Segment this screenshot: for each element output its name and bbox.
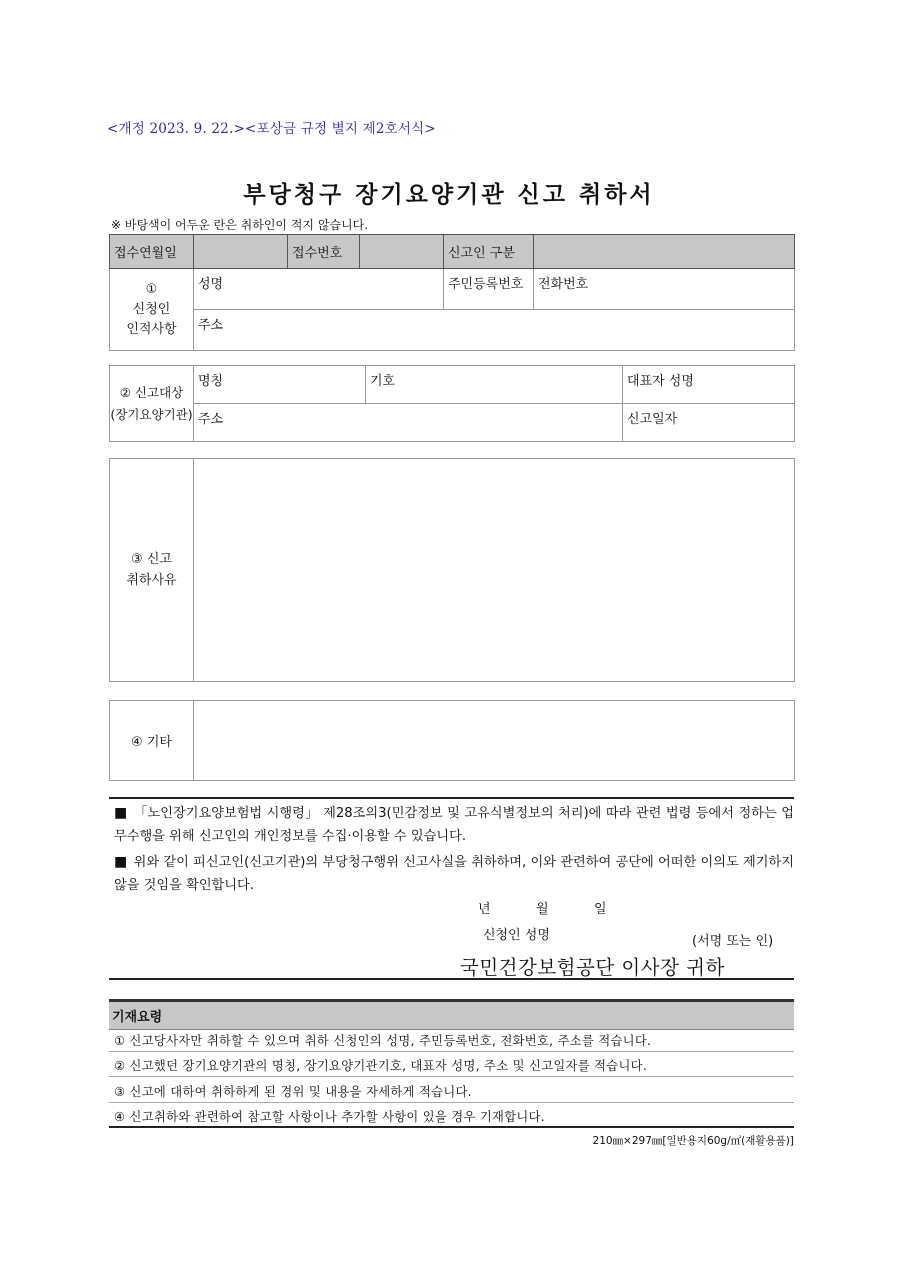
report-target-table — [109, 365, 795, 442]
target-section-title-2: (장기요양기관) — [110, 406, 193, 422]
signer-name-label: 신청인 성명 — [483, 928, 550, 943]
other-field[interactable] — [194, 701, 795, 781]
confirmation-statement-text: 위와 같이 피신고인(신고기관)의 부당청구행위 신고사실을 취하하며, 이와 관련하여 공단에 어떠한 이의도 제기하지 않을 것임을 확인합니다. — [114, 855, 794, 893]
applicant-address-label: 주소 — [198, 318, 224, 333]
form-title: 부당청구 장기요양기관 신고 취하서 — [243, 182, 655, 208]
applicant-rrn-field[interactable] — [444, 269, 534, 310]
month-label: 월 — [536, 902, 549, 917]
target-report-date-label: 신고일자 — [627, 412, 678, 427]
reason-section-title-1: ③ 신고 — [131, 552, 172, 567]
receipt-date-field — [194, 235, 288, 269]
applicant-section-title-2: 인적사항 — [126, 321, 177, 337]
target-section-label — [110, 366, 194, 442]
paper-spec: 210㎜×297㎜[일반용지60g/㎡(재활용품)] — [592, 1135, 794, 1147]
target-code-label: 기호 — [370, 374, 396, 389]
applicant-section-number: ① — [145, 281, 158, 297]
receipt-date-label: 접수연월일 — [110, 235, 194, 269]
day-label: 일 — [594, 902, 607, 917]
guide-header — [109, 999, 794, 1030]
recipient: 국민건강보험공단 이사장 귀하 — [460, 956, 725, 979]
reporter-type-label: 신고인 구분 — [444, 235, 534, 269]
other-table — [109, 700, 795, 781]
target-address-label: 주소 — [198, 412, 224, 427]
applicant-name-field[interactable] — [194, 269, 444, 310]
applicant-section-label — [110, 269, 194, 351]
signature-seal-label: (서명 또는 인) — [692, 934, 774, 949]
target-name-label: 명칭 — [198, 374, 224, 389]
guide-item: ② 신고했던 장기요양기관의 명칭, 장기요양기관기호, 대표자 성명, 주소 및 신고일자를 적습니다. — [114, 1059, 648, 1073]
receipt-applicant-table — [109, 234, 795, 351]
receipt-number-label: 접수번호 — [288, 235, 360, 269]
guide-item: ③ 신고에 대하여 취하하게 된 경위 및 내용을 자세하게 적습니다. — [114, 1085, 472, 1099]
guide-bottom-divider — [109, 1126, 794, 1128]
applicant-address-field[interactable] — [194, 310, 795, 351]
target-section-title-1: ② 신고대상 — [119, 384, 184, 400]
applicant-phone-label: 전화번호 — [538, 277, 589, 292]
reporter-type-field — [534, 235, 795, 269]
reason-section-title-2: 취하사유 — [126, 573, 177, 588]
target-name-field[interactable] — [194, 366, 366, 404]
guide-divider — [109, 1076, 794, 1077]
reason-section-label — [110, 459, 194, 682]
other-section-label: ④ 기타 — [110, 701, 194, 781]
target-code-field[interactable] — [366, 366, 623, 404]
privacy-statement-text: 「노인장기요양보험법 시행령」 제28조의3(민감정보 및 고유식별정보의 처리)에 따라 관련 법령 등에서 정하는 업무수행을 위해 신고인의 개인정보를 수집·이용할 수 있습니다. — [114, 806, 794, 844]
statement-bullet: ■ — [114, 854, 128, 870]
reason-field[interactable] — [194, 459, 795, 682]
applicant-rrn-label: 주민등록번호 — [448, 277, 524, 292]
confirmation-statement — [114, 851, 794, 897]
applicant-phone-field[interactable] — [534, 269, 795, 310]
guide-divider — [109, 1051, 794, 1052]
withdrawal-reason-table — [109, 458, 795, 682]
statement-divider — [109, 797, 794, 799]
year-label: 년 — [478, 902, 491, 917]
target-address-field[interactable] — [194, 404, 623, 442]
applicant-name-label: 성명 — [198, 277, 224, 292]
shaded-field-note: ※ 바탕색이 어두운 란은 취하인이 적지 않습니다. — [111, 218, 369, 232]
revision-note: <개정 2023. 9. 22.><포상금 규정 별지 제2호서식> — [107, 121, 436, 137]
target-rep-label: 대표자 성명 — [627, 374, 694, 389]
statement-bullet: ■ — [114, 805, 128, 821]
target-report-date-field[interactable] — [623, 404, 795, 442]
target-rep-field[interactable] — [623, 366, 795, 404]
applicant-section-title-1: 신청인 — [132, 301, 171, 317]
guide-title: 기재요령 — [112, 1010, 163, 1025]
guide-item: ④ 신고취하와 관련하여 참고할 사항이나 추가할 사항이 있을 경우 기재합니다. — [114, 1110, 545, 1124]
receipt-number-field — [360, 235, 444, 269]
guide-top-divider — [109, 978, 794, 980]
guide-item: ① 신고당사자만 취하할 수 있으며 취하 신청인의 성명, 주민등록번호, 전화번호, 주소를 적습니다. — [114, 1034, 652, 1048]
guide-divider — [109, 1102, 794, 1103]
date-line[interactable] — [478, 898, 652, 917]
privacy-statement — [114, 802, 794, 848]
